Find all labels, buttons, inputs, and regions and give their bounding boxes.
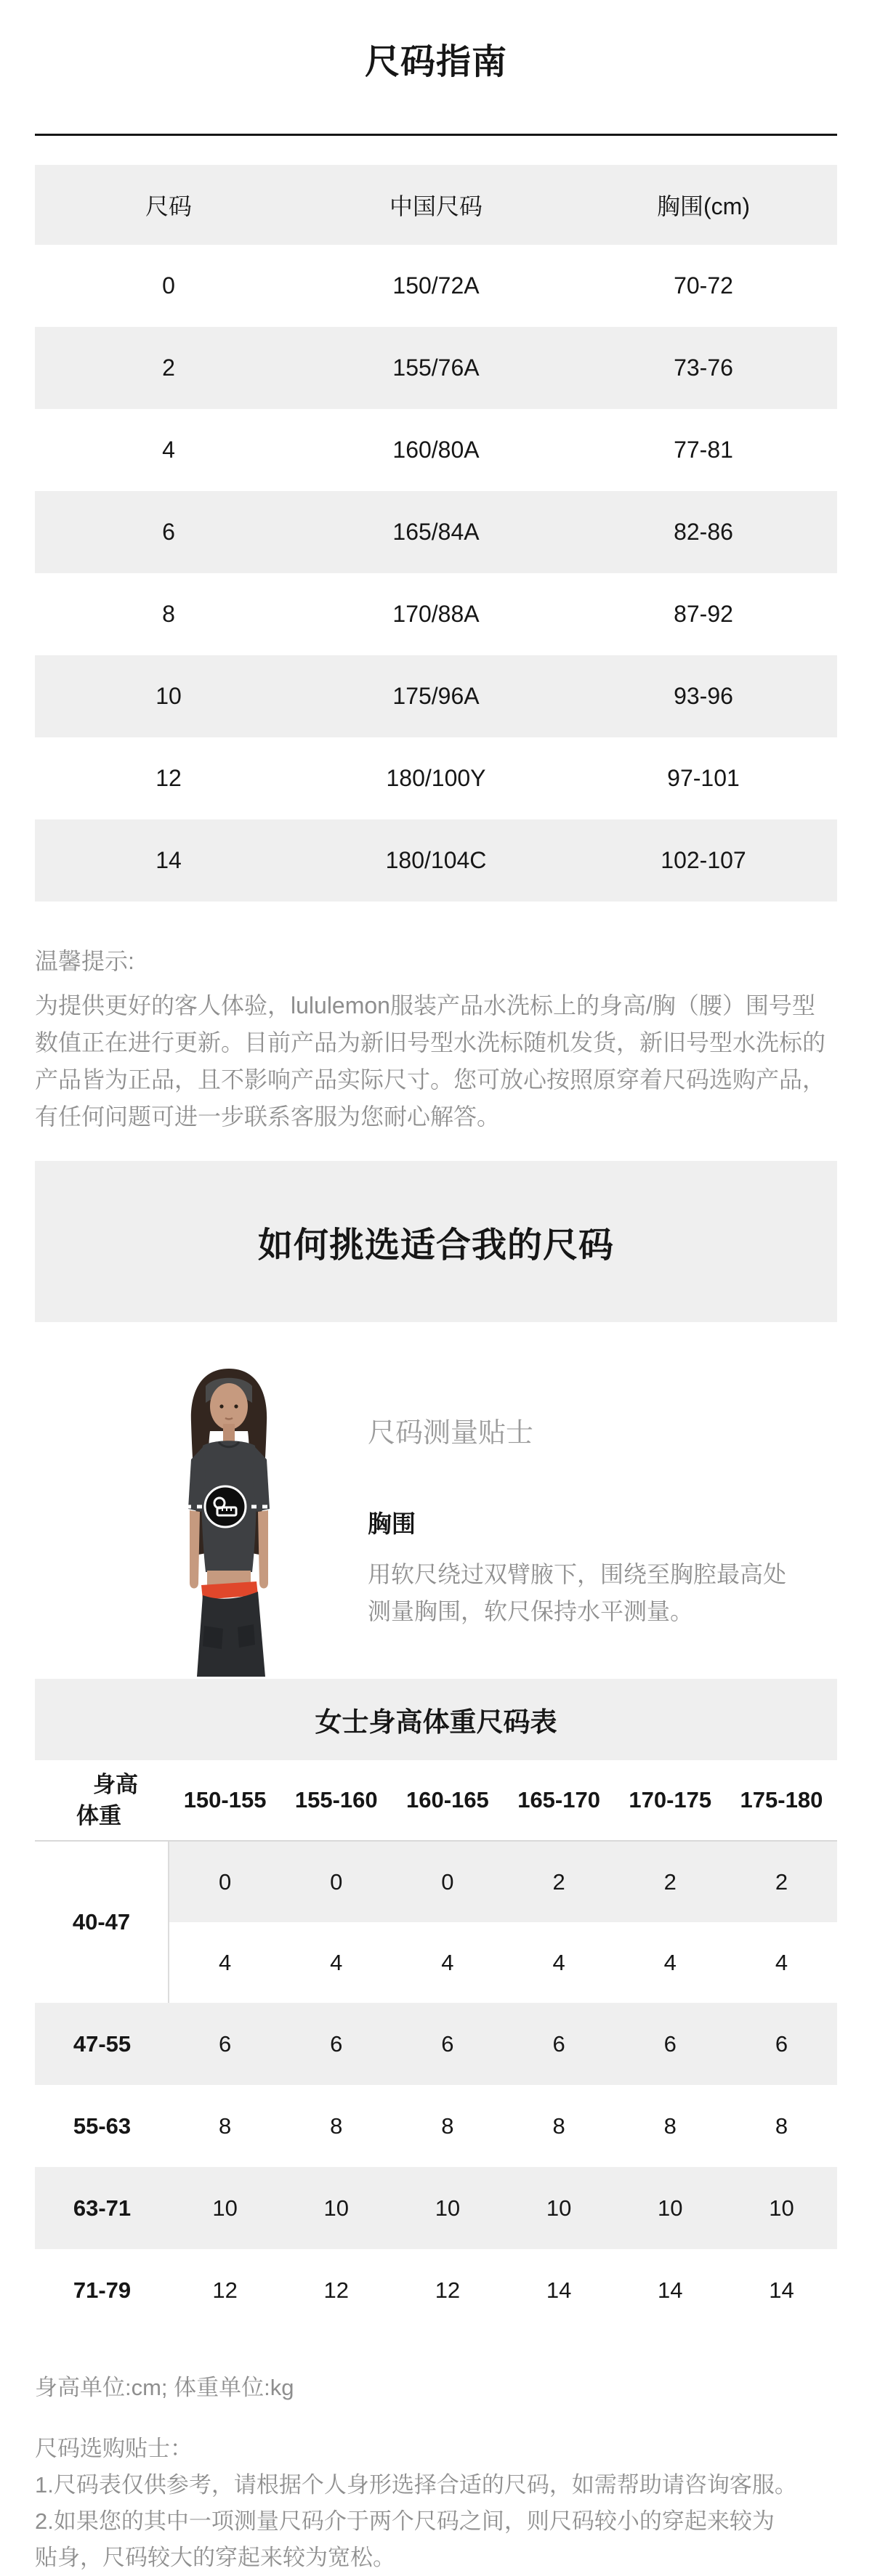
size-cell: 8 (162, 601, 175, 627)
how-to-title: 如何挑选适合我的尺码 (257, 1226, 614, 1265)
height-weight-table (35, 1760, 837, 2331)
size-value: 12 (323, 2277, 349, 2303)
neck (223, 1424, 235, 1443)
size-value: 10 (546, 2195, 572, 2221)
hw-group-subrows (169, 1842, 837, 2003)
column-header: 胸围(cm) (657, 193, 750, 219)
measuring-tape-icon (205, 1486, 246, 1527)
size-value: 8 (552, 2113, 565, 2139)
table-row (35, 327, 837, 409)
weight-range-label: 63-71 (73, 2195, 132, 2221)
cn-size-cell: 150/72A (392, 272, 480, 299)
skirt-pocket (203, 1626, 223, 1649)
size-value: 10 (769, 2195, 794, 2221)
size-value: 0 (441, 1868, 454, 1895)
size-value: 10 (212, 2195, 238, 2221)
height-column-header: 160-165 (406, 1787, 489, 1812)
size-value: 6 (330, 2030, 343, 2057)
measurement-section (35, 1364, 837, 1677)
size-value: 4 (552, 1949, 565, 1975)
eye (219, 1404, 223, 1408)
height-column-header: 165-170 (517, 1787, 600, 1812)
size-value: 8 (775, 2113, 788, 2139)
how-to-banner (35, 1161, 837, 1322)
weight-range-label: 55-63 (73, 2113, 132, 2139)
bust-cell: 93-96 (674, 683, 733, 709)
size-value: 6 (218, 2030, 232, 2057)
hw-group-row (35, 1842, 837, 2003)
table-row (35, 409, 837, 491)
size-value: 10 (435, 2195, 461, 2221)
forearm-right (258, 1510, 268, 1589)
size-value: 14 (546, 2277, 572, 2303)
buying-tips-title: 尺码选购贴士： (35, 2436, 193, 2461)
size-value: 4 (775, 1949, 788, 1975)
table-row (35, 819, 837, 902)
size-cell: 0 (162, 272, 175, 299)
page-title: 尺码指南 (364, 43, 507, 81)
bust-cell: 87-92 (674, 601, 733, 627)
bust-description: 用软尺绕过双臂腋下，围绕至胸腔最高处测量胸围，软尺保持水平测量。 (368, 1561, 787, 1624)
hw-corner-cell (35, 1760, 169, 1840)
skirt-pocket (238, 1624, 255, 1648)
table-row (35, 655, 837, 737)
hw-table-title: 女士身高体重尺码表 (315, 1707, 557, 1737)
hw-table-banner (35, 1679, 837, 1760)
hw-row (35, 2085, 837, 2167)
cn-size-cell: 165/84A (392, 519, 480, 545)
weight-axis-label: 体重 (76, 1803, 121, 1828)
bust-cell: 77-81 (674, 437, 733, 463)
size-value: 14 (769, 2277, 794, 2303)
size-value: 6 (775, 2030, 788, 2057)
units-note: 身高单位:cm; 体重单位:kg (35, 2375, 294, 2400)
cn-size-cell: 170/88A (392, 601, 480, 627)
cn-size-cell: 160/80A (392, 437, 480, 463)
size-cell: 6 (162, 519, 175, 545)
hw-row (35, 2249, 837, 2331)
table-row (35, 737, 837, 819)
column-header: 尺码 (145, 193, 192, 219)
buying-tip-2: 2.如果您的其中一项测量尺码介于两个尺码之间，则尺码较小的穿起来较为贴身，尺码较大的穿起来较为宽松。 (35, 2508, 775, 2570)
hw-subrow (169, 1922, 837, 2003)
height-column-header: 170-175 (629, 1787, 712, 1812)
weight-range-label: 40-47 (35, 1842, 169, 2003)
size-value: 4 (330, 1949, 343, 1975)
size-value: 10 (323, 2195, 349, 2221)
bust-cell: 102-107 (661, 847, 746, 873)
size-cell: 14 (156, 847, 182, 873)
cn-size-cell: 180/104C (385, 847, 487, 873)
footnotes (35, 2370, 837, 2576)
table-row (35, 245, 837, 327)
column-header: 中国尺码 (389, 193, 483, 219)
size-value: 8 (441, 2113, 454, 2139)
hw-row (35, 2003, 837, 2085)
size-value: 2 (552, 1868, 565, 1895)
size-table-header-row (35, 165, 837, 245)
table-row (35, 573, 837, 655)
measurement-tips-label: 尺码测量贴士 (368, 1418, 534, 1449)
size-value: 6 (663, 2030, 677, 2057)
cn-size-cell: 155/76A (392, 355, 480, 381)
size-value: 4 (441, 1949, 454, 1975)
size-value: 8 (663, 2113, 677, 2139)
hw-header-row (35, 1760, 837, 1842)
weight-range-label: 71-79 (73, 2277, 132, 2303)
size-value: 10 (658, 2195, 683, 2221)
notice-title: 温馨提示: (35, 948, 134, 974)
notice-body: 为提供更好的客人体验，lululemon服装产品水洗标上的身高/胸（腰）围号型数值正在进行更新。目前产品为新旧号型水洗标随机发货，新旧号型水洗标的产品皆为正品，且不影响产品实际尺寸。您可放心按照原穿着尺码选购产品，有任何问题可进一步联系客服为您耐心解答。 (35, 992, 826, 1130)
size-value: 0 (218, 1868, 232, 1895)
buying-tip-1: 1.尺码表仅供参考，请根据个人身形选择合适的尺码，如需帮助请咨询客服。 (35, 2472, 797, 2498)
size-value: 12 (212, 2277, 238, 2303)
title-divider (35, 134, 837, 136)
notice-block (35, 943, 837, 1135)
height-column-header: 175-180 (740, 1787, 823, 1812)
bust-cell: 70-72 (674, 272, 733, 299)
face (210, 1383, 248, 1430)
table-row (35, 491, 837, 573)
size-guide-page (35, 0, 837, 2576)
size-cell: 10 (156, 683, 182, 709)
size-value: 0 (330, 1868, 343, 1895)
size-table (35, 165, 837, 902)
bust-cell: 73-76 (674, 355, 733, 381)
cn-size-cell: 180/100Y (386, 765, 486, 791)
size-value: 6 (441, 2030, 454, 2057)
bust-cell: 97-101 (667, 765, 740, 791)
size-value: 6 (552, 2030, 565, 2057)
height-column-header: 155-160 (294, 1787, 378, 1812)
height-column-header: 150-155 (183, 1787, 267, 1812)
bust-cell: 82-86 (674, 519, 733, 545)
forearm-left (190, 1510, 200, 1589)
cn-size-cell: 175/96A (392, 683, 480, 709)
size-value: 4 (218, 1949, 232, 1975)
bust-heading: 胸围 (368, 1510, 416, 1537)
model-photo (156, 1364, 305, 1677)
size-cell: 4 (162, 437, 175, 463)
weight-range-label: 47-55 (73, 2030, 132, 2057)
eye (234, 1404, 238, 1408)
size-cell: 12 (156, 765, 182, 791)
measurement-text (368, 1364, 804, 1677)
size-value: 8 (218, 2113, 232, 2139)
height-axis-label: 身高 (93, 1772, 138, 1797)
size-value: 2 (775, 1868, 788, 1895)
size-value: 4 (663, 1949, 677, 1975)
size-value: 2 (663, 1868, 677, 1895)
hw-subrow (169, 1842, 837, 1922)
size-value: 8 (330, 2113, 343, 2139)
hw-row (35, 2167, 837, 2249)
model-illustration (156, 1364, 305, 1677)
size-value: 14 (658, 2277, 683, 2303)
size-value: 12 (435, 2277, 461, 2303)
size-cell: 2 (162, 355, 175, 381)
